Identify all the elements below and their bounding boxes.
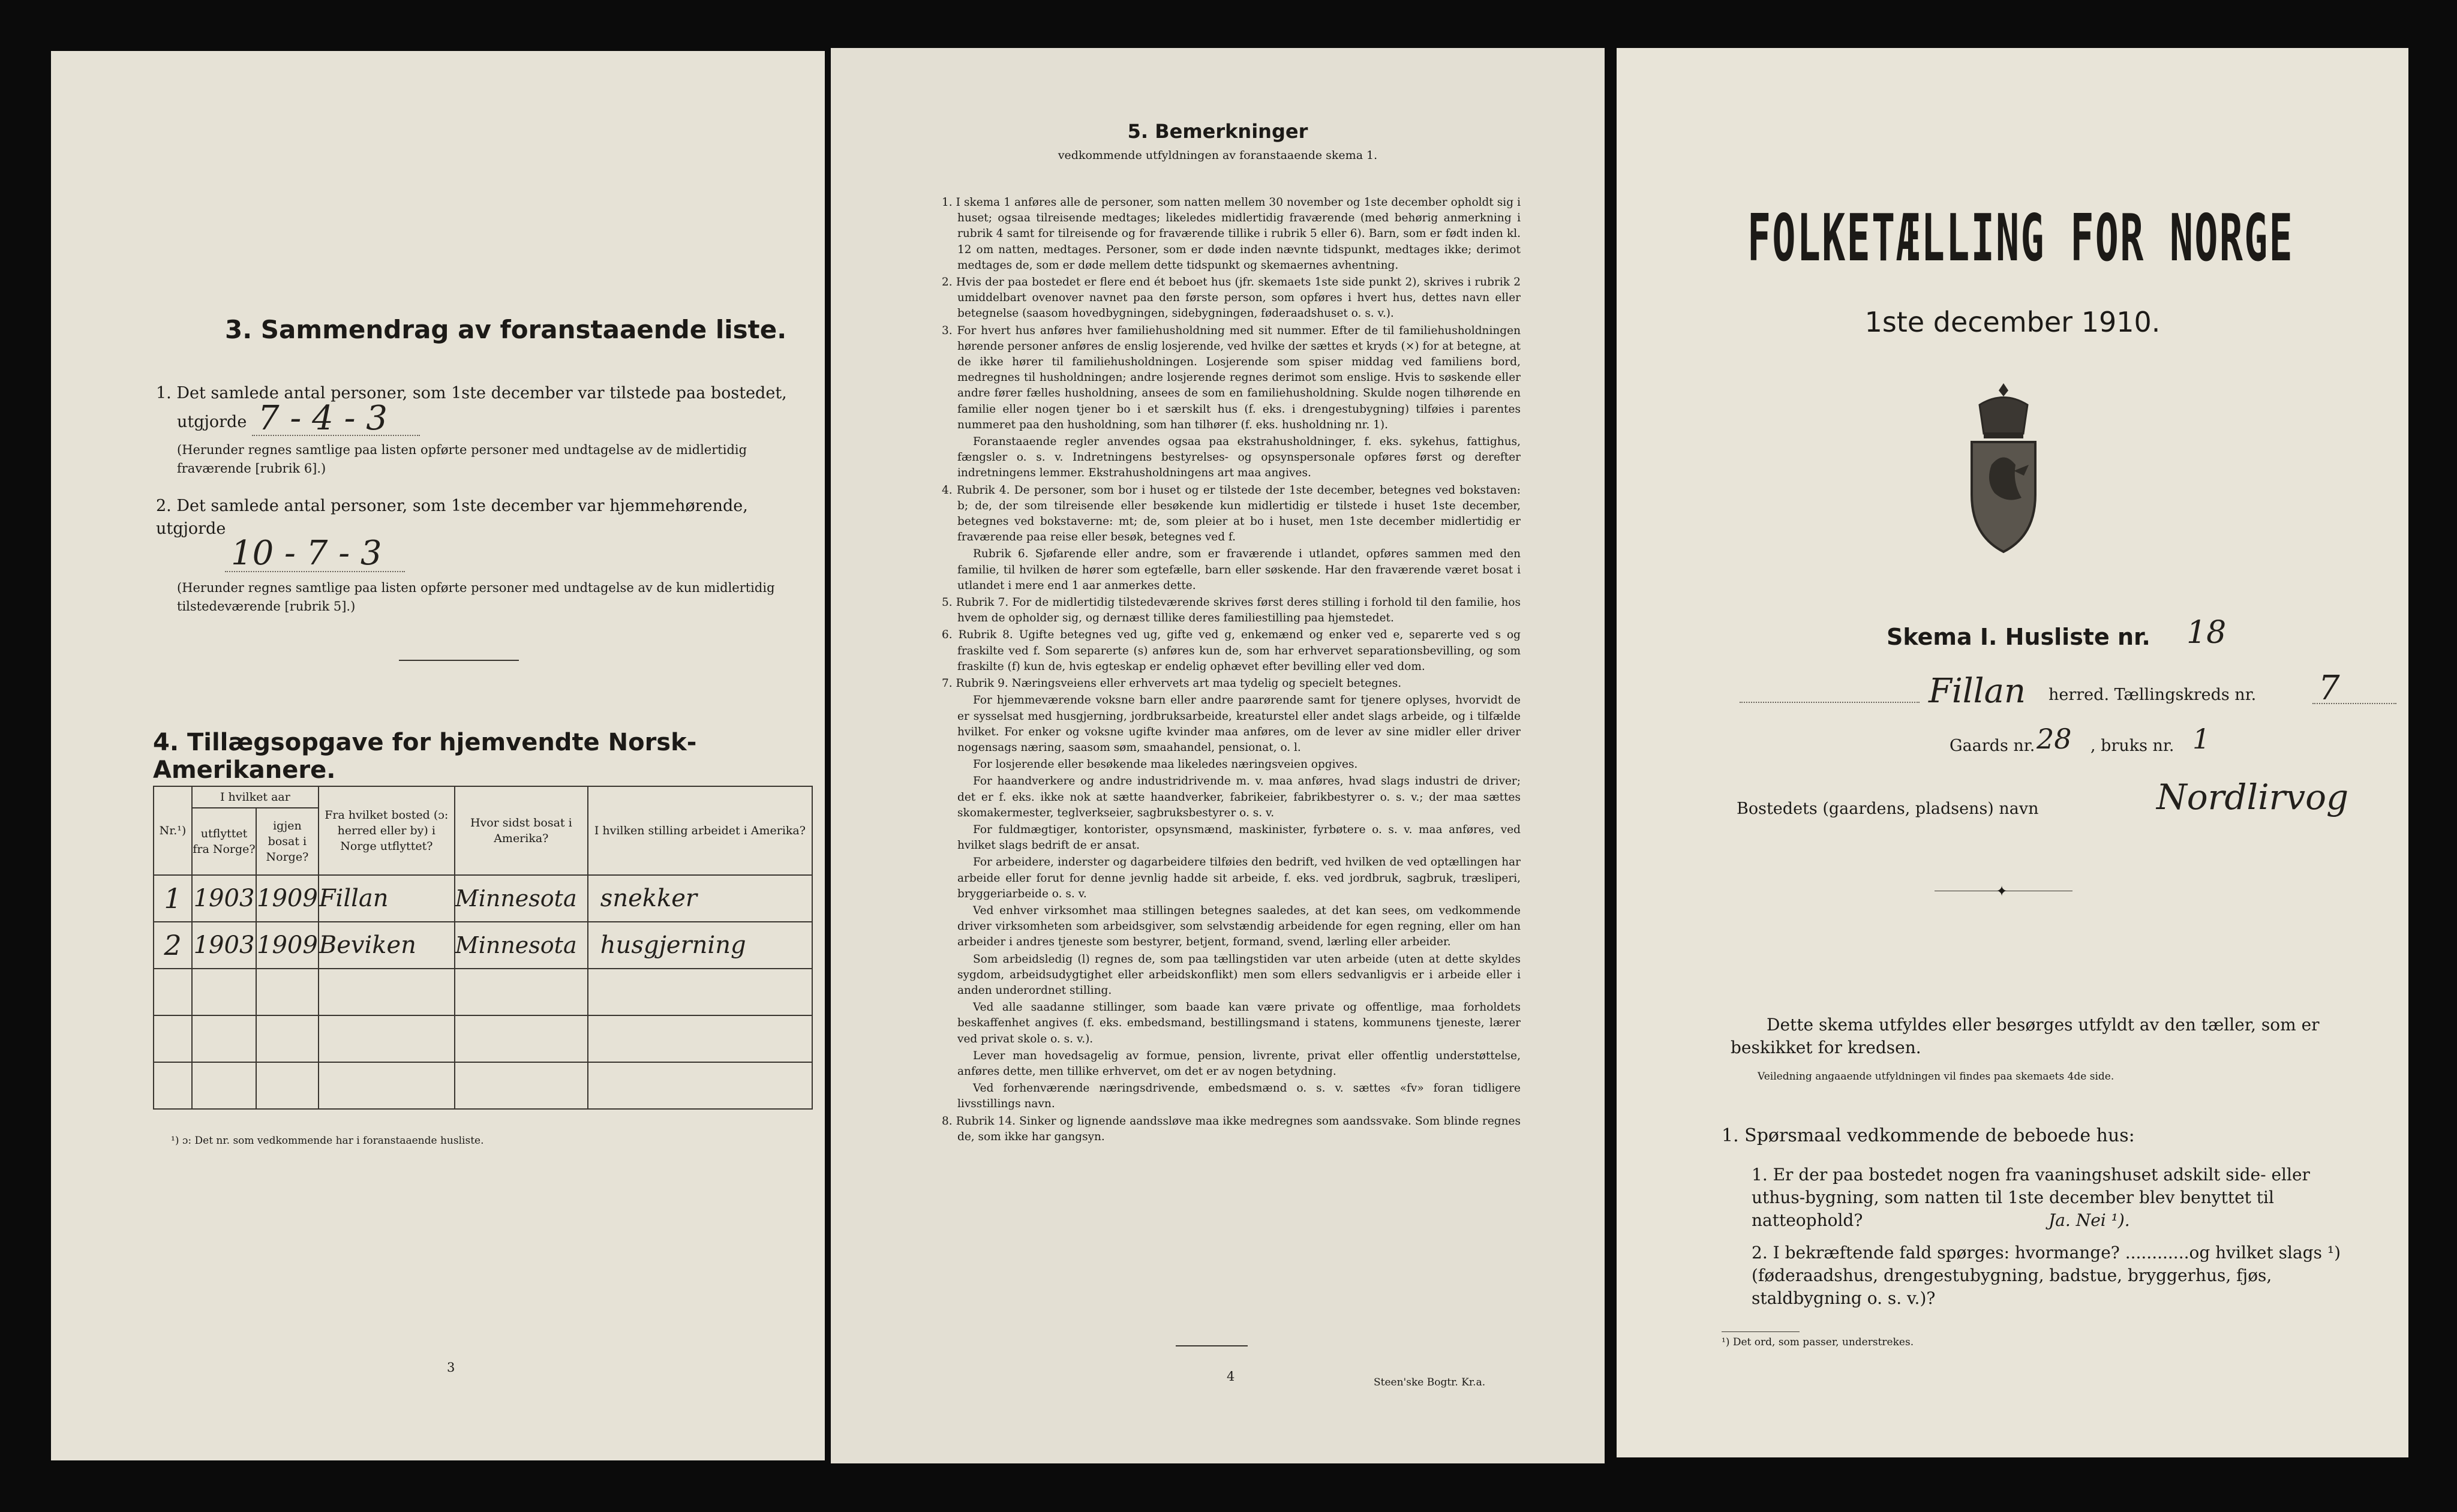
table-row <box>154 1015 812 1062</box>
summary-item-1-value: 7 - 4 - 3 <box>258 399 388 438</box>
remark-paragraph: 2. Hvis der paa bostedet er flere end ét beboet hus (jfr. skemaets 1ste side punkt 2), skrives i rubrik 2 umiddelbart ovenover navnet paa den første person, som opføres i hvert hus, dettes navn eller betegnelse (saasom hovedbygningen, sidebygningen, føderaadshuset o. s. v.). <box>942 276 1521 320</box>
page-number: 3 <box>447 1360 455 1375</box>
footnote: ¹) Det ord, som passer, understrekes. <box>1722 1336 1914 1348</box>
summary-item-2-value: 10 - 7 - 3 <box>231 534 382 573</box>
col-group: I hvilket aar <box>192 786 319 808</box>
remark-paragraph: For losjerende eller besøkende maa likeledes næringsveien opgives. <box>973 758 1358 771</box>
row-amerika: Minnesota <box>455 922 588 969</box>
row-bosted: Beviken <box>319 922 455 969</box>
remarks-body <box>942 195 1521 1146</box>
remark-paragraph: For haandverkere og andre industridrivende m. v. maa anføres, hvad slags industri de driver; det er f. eks. ikke nok at sætte haandverker, fabrikeier, fabrikbestyrer o. s. v.; der maa sættes skomakermester, teglverkseier, sagbruksbestyrer o. s. v. <box>957 775 1521 819</box>
row-utflyttet: 1903 <box>192 922 256 969</box>
row-igjen: 1909 <box>256 875 319 922</box>
remark-paragraph: Ved forhenværende næringsdrivende, embedsmænd o. s. v. sættes «fv» foran tidligere livsstillings navn. <box>957 1082 1521 1111</box>
col-nr: Nr.¹) <box>154 786 192 875</box>
printer-mark: Steen'ske Bogtr. Kr.a. <box>1374 1376 1486 1388</box>
remark-paragraph: 8. Rubrik 14. Sinker og lignende aandssløve maa ikke medregnes som aandssvake. Som blinde regnes de, som ikke har gangsyn. <box>942 1114 1521 1143</box>
row-nr: 1 <box>154 875 192 922</box>
remark-paragraph: 3. For hvert hus anføres hver familiehusholdning med sit nummer. Efter de til familiehusholdningen hørende personer anføres de enslig losjerende, ved hvilke der sættes et kryds (×) for at betegne, at de ikke hører til familiehusholdningen. Losjerende som spiser middag ved familiens bord, medregnes til husholdningen; andre losjerende regnes derimot som enslige. Hvis to søskende eller andre fører fælles husholdning, ansees de som en familiehusholdning. Skulde nogen tilhørende en familie eller nogen tjener bo i et særskilt hus (f. eks. i drengestubygning) tilføies i parentes nummeret paa den husholdning, som han tilhører (f. eks. husholdning nr. 1). <box>942 324 1521 431</box>
coat-of-arms-icon <box>1959 381 2048 555</box>
bosted-label: Bostedets (gaardens, pladsens) navn <box>1737 799 2039 818</box>
col-fra-bosted: Fra hvilket bosted (ɔ: herred eller by) i Norge utflyttet? <box>319 786 455 875</box>
question-1-answer: Ja. Nei ¹). <box>2048 1210 2130 1230</box>
bosted-value: Nordlirvog <box>2156 777 2349 817</box>
row-igjen: 1909 <box>256 922 319 969</box>
summary-item-2: 2. Det samlede antal personer, som 1ste december var hjemmehørende, utgjorde <box>156 497 748 538</box>
remarks-subtitle: vedkommende utfyldningen av foranstaaende skema 1. <box>1058 149 1378 162</box>
ornament-icon: ✦ <box>1996 883 2008 900</box>
remark-paragraph: Ved enhver virksomhet maa stillingen betegnes saaledes, at det kan sees, om vedkommende driver virksomheten som arbeidsgiver, som selvstændig arbeidende for egen regning, eller om han arbeider i andres tjeneste som bestyrer, betjent, formand, svend, lærling eller arbeider. <box>957 904 1521 949</box>
form-title: FOLKETÆLLING FOR NORGE <box>1747 201 2294 276</box>
remark-paragraph: For hjemmeværende voksne barn eller andre paarørende samt for tjenere oplyses, hvorvidt de er sysselsat med husgjerning, jordbruksarbeide, kreaturstel eller andet slags arbeide, og i tilfælde hvilket. For enker og voksne ugifte kvinder maa anføres, om de lever av sine midler eller driver nogensags næring, saasom søm, smaahandel, pensionat, o. l. <box>957 694 1521 754</box>
summary-item-1: 1. Det samlede antal personer, som 1ste december var tilstede paa bostedet, <box>156 384 787 402</box>
bruks-label: , bruks nr. <box>2090 737 2174 755</box>
norsk-amerikanere-table <box>153 786 813 1110</box>
question-section-title: 1. Spørsmaal vedkommende de beboede hus: <box>1722 1125 2135 1146</box>
herred-value: Fillan <box>1929 672 2026 711</box>
page-number: 4 <box>1227 1369 1235 1384</box>
remark-paragraph: Foranstaaende regler anvendes ogsaa paa ekstrahusholdninger, f. eks. sykehus, fattighus, fængsler o. s. v. Indretningens bestyrelses- og opsynspersonale opføres først og derefter indretningens lemmer. Ekstrahusholdningens art maa angives. <box>957 435 1521 480</box>
remark-paragraph: 7. Rubrik 9. Næringsveiens eller erhvervets art maa tydelig og specielt betegnes. <box>942 677 1402 690</box>
herred-label: herred. Tællingskreds nr. <box>2048 686 2257 704</box>
row-utflyttet: 1903 <box>192 875 256 922</box>
remark-paragraph: Lever man hovedsagelig av formue, pension, livrente, privat eller offentlig understøttelse, anføres dette, men tillike erhvervet, om det er av nogen betydning. <box>957 1049 1521 1078</box>
col-igjen: igjen bosat i Norge? <box>256 808 319 875</box>
remark-paragraph: 4. Rubrik 4. De personer, som bor i huset og er tilstede der 1ste december, betegnes ved bokstaven: b; de, der som tilreisende eller besøkende kun midlertidig er tilstede i huset 1ste december, betegnes ved bokstaverne: mt; de, som pleier at bo i huset, men 1ste december midlertidig er fraværende paa reise eller besøk, betegnes ved f. <box>942 483 1521 544</box>
remark-paragraph: Ved alle saadanne stillinger, som baade kan være private og offentlige, maa forholdets beskaffenhet angives (f. eks. embedsmand, bestillingsmand i statens, kommunens tjeneste, lærer ved privat skole o. s. v.). <box>957 1001 1521 1045</box>
remark-paragraph: For fuldmægtiger, kontorister, opsynsmænd, maskinister, fyrbøtere o. s. v. maa anføres, ved hvilket slags bedrift de er ansat. <box>957 823 1521 852</box>
col-sidst-bosat: Hvor sidst bosat i Amerika? <box>455 786 588 875</box>
gaards-value: 28 <box>2037 723 2072 755</box>
remark-paragraph: 5. Rubrik 7. For de midlertidig tilstedeværende skrives først deres stilling i forhold til den familie, hos hvem de opholder sig, og dernæst tillike deres familiestilling paa hjemstedet. <box>942 596 1521 625</box>
form-date: 1ste december 1910. <box>1864 306 2161 338</box>
row-bosted: Fillan <box>319 875 455 922</box>
summary-item-2-note: (Herunder regnes samtlige paa listen opførte personer med undtagelse av de kun midlertidig tilstedeværende [rubrik 5].) <box>177 581 775 614</box>
table-footnote: ¹) ɔ: Det nr. som vedkommende har i foranstaaende husliste. <box>171 1135 484 1147</box>
remark-paragraph: 6. Rubrik 8. Ugifte betegnes ved ug, gifte ved g, enkemænd og enker ved e, separerte ved s og fraskilte ved f. Som separerte (s) anføres kun de, som har erhvervet separationsbevilling, og som fraskilte (f) kun de, hvis egteskap er endelig ophævet efter bevilling eller ved dom. <box>942 629 1521 673</box>
row-stilling: husgjerning <box>588 922 812 969</box>
table-row <box>154 875 812 922</box>
section-4-title: 4. Tillægsopgave for hjemvendte Norsk-Amerikanere. <box>153 729 697 784</box>
form-intro: Dette skema utfyldes eller besørges utfyldt av den tæller, som er beskikket for kredsen. <box>1731 1015 2320 1057</box>
section-3-title: 3. Sammendrag av foranstaaende liste. <box>225 315 787 344</box>
col-stilling: I hvilken stilling arbeidet i Amerika? <box>588 786 812 875</box>
page-1 <box>1617 48 2408 1457</box>
husliste-nr-value: 18 <box>2186 615 2227 651</box>
question-1: 1. Er der paa bostedet nogen fra vaaningshuset adskilt side- eller uthus-bygning, som natten til 1ste december blev benyttet til natteophold? <box>1752 1165 2310 1230</box>
row-stilling: snekker <box>588 875 812 922</box>
table-row <box>154 922 812 969</box>
remark-paragraph: For arbeidere, inderster og dagarbeidere tilføies den bedrift, ved hvilken de ved optællingen har arbeide eller forut for denne jevnlig hadde sit arbeide, f. eks. ved jordbruk, sagbruk, træsliperi, bryggeriarbeide o. s. v. <box>957 856 1521 900</box>
col-utflyttet: utflyttet fra Norge? <box>192 808 256 875</box>
page-4 <box>831 48 1605 1463</box>
schema-label: Skema I. Husliste nr. <box>1887 624 2150 650</box>
row-amerika: Minnesota <box>455 875 588 922</box>
page-3 <box>51 51 825 1460</box>
row-nr: 2 <box>154 922 192 969</box>
bruks-value: 1 <box>2192 723 2210 755</box>
table-row <box>154 1062 812 1109</box>
question-2: 2. I bekræftende fald spørges: hvormange? ............og hvilket slags ¹) (føderaadshus, drengestubygning, badstue, bryggerhus, fjøs, staldbygning o. s. v.)? <box>1752 1243 2341 1308</box>
summary-item-1-label: utgjorde <box>177 413 247 431</box>
summary-item-1-note: (Herunder regnes samtlige paa listen opførte personer med undtagelse av de midlertidig fraværende [rubrik 6].) <box>177 443 747 476</box>
remarks-title: 5. Bemerkninger <box>1127 120 1308 143</box>
remark-paragraph: Rubrik 6. Sjøfarende eller andre, som er fraværende i utlandet, opføres sammen med den familie, til hvilken de hører som egtefælle, barn eller søskende. Har den fraværende været bosat i utlandet i mere end 1 aar anmerkes dette. <box>957 548 1521 592</box>
remark-paragraph: 1. I skema 1 anføres alle de personer, som natten mellem 30 november og 1ste december opholdt sig i huset; ogsaa tilreisende medtages; likeledes midlertidig fraværende (med behørig anmerkning i rubrik 4 samt for tilreisende og for fraværende tillike i rubrik 5 eller 6). Barn, som er født inden kl. 12 om natten, medtages. Personer, som er døde inden nævnte tidspunkt, medtages ikke; derimot medtages de, som er døde mellem dette tidspunkt og skemaernes avhentning. <box>942 196 1521 272</box>
kreds-value: 7 <box>2318 669 2340 708</box>
remark-paragraph: Som arbeidsledig (l) regnes de, som paa tællingstiden var uten arbeide (uten at dette skyldes sygdom, arbeidsudygtighet eller arbeidskonflikt) men som ellers sedvanligvis er i arbeide eller i anden underordnet stilling. <box>957 952 1521 997</box>
table-row <box>154 969 812 1015</box>
gaards-label: Gaards nr. <box>1950 737 2035 755</box>
form-intro-note: Veiledning angaaende utfyldningen vil findes paa skemaets 4de side. <box>1758 1071 2114 1083</box>
